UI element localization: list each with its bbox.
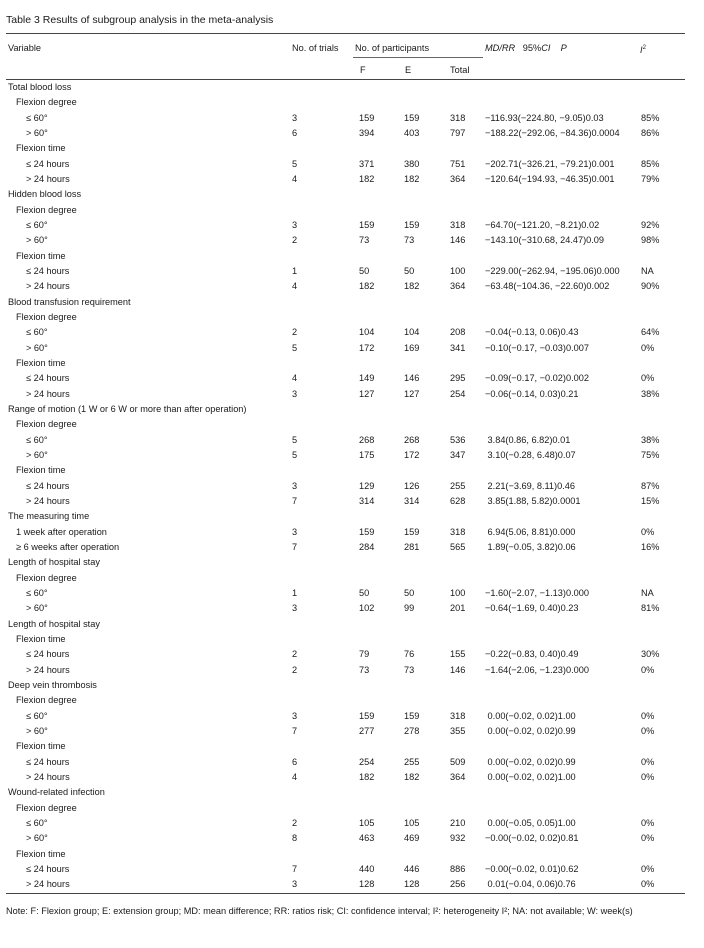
cell-effect: −0.06(−0.14, 0.03)0.21 [485,388,579,399]
cell-i2: 0% [641,817,655,828]
cell-total: 318 [450,112,466,123]
cell-effect: 0.00(−0.05, 0.05)1.00 [485,817,576,828]
cell-f: 182 [359,173,375,184]
cell-trials: 1 [292,587,298,598]
cell-effect: −143.10(−310.68, 24.47)0.09 [485,235,605,246]
row-label: Flexion time [16,143,66,154]
cell-effect: −116.93(−224.80, −9.05)0.03 [485,112,604,123]
cell-effect: −0.22(−0.83, 0.40)0.49 [485,649,579,660]
row-label: ≤ 24 hours [26,158,70,169]
row-label: > 24 hours [26,281,70,292]
row-label: ≤ 24 hours [26,649,70,660]
cell-total: 751 [450,158,466,169]
cell-total: 347 [450,449,466,460]
cell-total: 210 [450,817,466,828]
cell-trials: 4 [292,173,298,184]
cell-i2: 0% [641,710,655,721]
row-label: Flexion time [16,848,66,859]
cell-trials: 3 [292,603,298,614]
cell-effect: 1.89(−0.05, 3.82)0.06 [485,541,576,552]
cell-total: 155 [450,649,466,660]
cell-i2: 38% [641,434,660,445]
row-label: Flexion degree [16,204,77,215]
row-label: Flexion degree [16,419,77,430]
cell-f: 175 [359,449,375,460]
cell-i2: 0% [641,756,655,767]
cell-f: 73 [359,664,370,675]
row-label: ≤ 24 hours [26,863,70,874]
cell-e: 127 [404,388,420,399]
row-label: Flexion degree [16,311,77,322]
row-label: ≤ 60° [26,327,48,338]
header-participants: No. of participants [355,43,430,53]
row-label: > 24 hours [26,173,70,184]
cell-i2: 92% [641,219,660,230]
cell-total: 886 [450,863,466,874]
cell-total: 318 [450,219,466,230]
cell-effect: 3.10(−0.28, 6.48)0.07 [485,449,576,460]
participants-rule [353,57,483,58]
row-label: ≤ 24 hours [26,480,70,491]
cell-f: 159 [359,219,375,230]
cell-trials: 7 [292,725,298,736]
cell-i2: NA [641,265,654,276]
cell-total: 797 [450,127,466,138]
cell-e: 182 [404,281,420,292]
row-label: Flexion degree [16,802,77,813]
cell-i2: 0% [641,526,655,537]
cell-trials: 2 [292,817,298,828]
cell-i2: 64% [641,327,660,338]
cell-effect: 2.21(−3.69, 8.11)0.46 [485,480,575,491]
cell-e: 99 [404,603,415,614]
row-label: 1 week after operation [16,526,107,537]
cell-total: 364 [450,771,466,782]
cell-e: 73 [404,664,415,675]
cell-e: 159 [404,526,420,537]
cell-total: 201 [450,603,466,614]
row-label: > 24 hours [26,664,70,675]
cell-i2: 0% [641,863,655,874]
cell-i2: 0% [641,771,655,782]
cell-total: 565 [450,541,466,552]
cell-trials: 4 [292,771,298,782]
cell-f: 440 [359,863,375,874]
cell-total: 509 [450,756,466,767]
row-label: Blood transfusion requirement [8,296,131,307]
cell-i2: 98% [641,235,660,246]
cell-trials: 5 [292,342,298,353]
row-label: Length of hospital stay [8,618,100,629]
row-label: Total blood loss [8,82,72,92]
cell-e: 314 [404,495,420,506]
cell-effect: 6.94(5.06, 8.81)0.000 [485,526,576,537]
cell-effect: −202.71(−326.21, −79.21)0.001 [485,158,615,169]
row-label: Flexion degree [16,97,77,108]
row-label: Flexion time [16,250,66,261]
cell-total: 255 [450,480,466,491]
cell-trials: 3 [292,879,298,890]
cell-i2: 16% [641,541,660,552]
row-label: ≥ 6 weeks after operation [16,541,120,552]
row-label: Wound-related infection [8,787,105,798]
row-label: > 60° [26,127,48,138]
cell-total: 208 [450,327,466,338]
row-label: Flexion degree [16,572,77,583]
bottom-rule [6,893,685,894]
cell-total: 254 [450,388,466,399]
cell-f: 371 [359,158,375,169]
cell-trials: 6 [292,756,298,767]
cell-trials: 2 [292,664,298,675]
cell-f: 129 [359,480,375,491]
cell-i2: 87% [641,480,660,491]
cell-f: 182 [359,771,375,782]
row-label: ≤ 60° [26,112,48,123]
cell-i2: 15% [641,495,660,506]
cell-total: 932 [450,833,466,844]
cell-total: 318 [450,526,466,537]
row-label: ≤ 24 hours [26,265,70,276]
cell-trials: 3 [292,112,298,123]
cell-e: 105 [404,817,420,828]
header-f: F [360,65,366,75]
cell-effect: −120.64(−194.93, −46.35)0.001 [485,173,615,184]
cell-e: 50 [404,265,415,276]
cell-trials: 3 [292,480,298,491]
cell-total: 295 [450,373,466,384]
cell-f: 314 [359,495,375,506]
row-label: > 24 hours [26,879,70,890]
cell-trials: 8 [292,833,298,844]
row-label: Flexion time [16,633,66,644]
cell-e: 182 [404,173,420,184]
cell-f: 159 [359,710,375,721]
cell-effect: −188.22(−292.06, −84.36)0.0004 [485,127,620,138]
cell-trials: 3 [292,710,298,721]
cell-e: 73 [404,235,415,246]
cell-total: 146 [450,235,466,246]
cell-e: 469 [404,833,420,844]
table-note: Note: F: Flexion group; E: extension group; MD: mean difference; RR: ratios risk; CI: confidence interval; I²: heterogeneity I²; NA: not available; W: week(s) [6,906,633,916]
cell-effect: −64.70(−121.20, −8.21)0.02 [485,219,600,230]
cell-total: 341 [450,342,466,353]
cell-i2: 38% [641,388,660,399]
cell-i2: 0% [641,664,655,675]
row-label: ≤ 24 hours [26,373,70,384]
top-rule [6,33,685,34]
cell-effect: −0.10(−0.17, −0.03)0.007 [485,342,589,353]
cell-total: 256 [450,879,466,890]
cell-trials: 4 [292,373,298,384]
row-label: > 24 hours [26,388,70,399]
cell-e: 255 [404,756,420,767]
cell-f: 159 [359,112,375,123]
cell-trials: 5 [292,434,298,445]
cell-effect: −63.48(−104.36, −22.60)0.002 [485,281,610,292]
row-label: The measuring time [8,511,90,522]
row-label: > 60° [26,342,48,353]
header-rule [6,79,685,80]
cell-effect: −0.00(−0.02, 0.02)0.81 [485,833,579,844]
cell-effect: −0.09(−0.17, −0.02)0.002 [485,373,589,384]
cell-trials: 2 [292,235,298,246]
cell-trials: 7 [292,541,298,552]
header-variable: Variable [8,43,42,53]
header-p: P [560,43,567,53]
cell-f: 182 [359,281,375,292]
cell-trials: 3 [292,388,298,399]
row-label: > 24 hours [26,495,70,506]
row-label: Hidden blood loss [8,189,82,200]
cell-trials: 4 [292,281,298,292]
cell-e: 159 [404,219,420,230]
cell-i2: 75% [641,449,660,460]
cell-trials: 3 [292,219,298,230]
cell-e: 146 [404,373,420,384]
row-label: Flexion time [16,465,66,476]
cell-trials: 7 [292,495,298,506]
cell-total: 355 [450,725,466,736]
cell-e: 278 [404,725,420,736]
cell-i2: 30% [641,649,660,660]
cell-f: 463 [359,833,375,844]
cell-e: 182 [404,771,420,782]
cell-trials: 5 [292,449,298,460]
cell-effect: −229.00(−262.94, −195.06)0.000 [485,265,620,276]
cell-trials: 3 [292,526,298,537]
cell-i2: 0% [641,879,655,890]
cell-f: 149 [359,373,375,384]
cell-f: 172 [359,342,375,353]
cell-e: 380 [404,158,420,169]
row-label: > 60° [26,235,48,246]
cell-f: 159 [359,526,375,537]
cell-e: 128 [404,879,420,890]
cell-effect: 0.01(−0.04, 0.06)0.76 [485,879,576,890]
row-label: > 60° [26,833,48,844]
cell-e: 268 [404,434,420,445]
cell-i2: 0% [641,342,655,353]
cell-effect: −1.64(−2.06, −1.23)0.000 [485,664,589,675]
row-label: ≤ 60° [26,219,48,230]
row-label: ≤ 60° [26,710,48,721]
header-effect [485,43,567,54]
cell-i2: 81% [641,603,660,614]
cell-i2: NA [641,587,654,598]
cell-trials: 1 [292,265,298,276]
cell-effect: −0.64(−1.69, 0.40)0.23 [485,603,579,614]
cell-f: 50 [359,265,370,276]
row-label: ≤ 60° [26,434,48,445]
row-label: > 60° [26,449,48,460]
cell-f: 79 [359,649,370,660]
cell-trials: 7 [292,863,298,874]
cell-e: 172 [404,449,420,460]
cell-f: 394 [359,127,375,138]
header-trials: No. of trials [292,43,339,53]
cell-trials: 2 [292,649,298,660]
cell-total: 318 [450,710,466,721]
header-i2: $I^2$ [640,45,646,56]
cell-i2: 0% [641,725,655,736]
cell-e: 403 [404,127,420,138]
row-label: ≤ 60° [26,817,48,828]
cell-f: 128 [359,879,375,890]
cell-f: 254 [359,756,375,767]
cell-e: 281 [404,541,420,552]
table-title: Table 3 Results of subgroup analysis in the meta-analysis [6,14,274,26]
cell-i2: 79% [641,173,660,184]
cell-i2: 0% [641,833,655,844]
cell-i2: 0% [641,373,655,384]
cell-e: 169 [404,342,420,353]
cell-total: 364 [450,173,466,184]
cell-i2: 85% [641,158,660,169]
cell-f: 268 [359,434,375,445]
cell-f: 105 [359,817,375,828]
cell-f: 102 [359,603,375,614]
cell-effect: −0.00(−0.02, 0.01)0.62 [485,863,579,874]
cell-f: 50 [359,587,370,598]
header-ci: CI [541,43,551,53]
cell-f: 277 [359,725,375,736]
cell-effect: 0.00(−0.02, 0.02)1.00 [485,710,576,721]
row-label: ≤ 24 hours [26,756,70,767]
row-label: Length of hospital stay [8,557,100,568]
row-label: > 60° [26,603,48,614]
cell-i2: 90% [641,281,660,292]
cell-e: 50 [404,587,415,598]
cell-e: 159 [404,710,420,721]
cell-f: 127 [359,388,375,399]
cell-f: 104 [359,327,375,338]
cell-e: 126 [404,480,420,491]
row-label: Flexion time [16,741,66,752]
cell-i2: 85% [641,112,660,123]
cell-f: 73 [359,235,370,246]
cell-e: 104 [404,327,420,338]
cell-total: 364 [450,281,466,292]
cell-e: 159 [404,112,420,123]
cell-effect: −0.04(−0.13, 0.06)0.43 [485,327,579,338]
row-label: Deep vein thrombosis [8,679,97,690]
cell-effect: 3.85(1.88, 5.82)0.0001 [485,495,581,506]
cell-total: 100 [450,587,466,598]
cell-effect: 0.00(−0.02, 0.02)0.99 [485,725,576,736]
cell-trials: 6 [292,127,298,138]
row-label: > 60° [26,725,48,736]
cell-e: 446 [404,863,420,874]
cell-effect: 0.00(−0.02, 0.02)0.99 [485,756,576,767]
cell-i2: 86% [641,127,660,138]
cell-total: 628 [450,495,466,506]
cell-trials: 5 [292,158,298,169]
cell-f: 284 [359,541,375,552]
row-label: Range of motion (1 W or 6 W or more than after operation) [8,403,247,414]
row-label: ≤ 60° [26,587,48,598]
cell-total: 146 [450,664,466,675]
cell-effect: −1.60(−2.07, −1.13)0.000 [485,587,589,598]
cell-effect: 3.84(0.86, 6.82)0.01 [485,434,571,445]
row-label: Flexion time [16,357,66,368]
row-label: Flexion degree [16,695,77,706]
cell-effect: 0.00(−0.02, 0.02)1.00 [485,771,576,782]
header-total: Total [450,65,470,75]
cell-total: 536 [450,434,466,445]
cell-total: 100 [450,265,466,276]
header-ci-pct: 95% [522,43,542,53]
header-e: E [405,65,412,75]
row-label: > 24 hours [26,771,70,782]
cell-trials: 2 [292,327,298,338]
header-mdrr: MD/RR [485,43,516,53]
cell-e: 76 [404,649,415,660]
